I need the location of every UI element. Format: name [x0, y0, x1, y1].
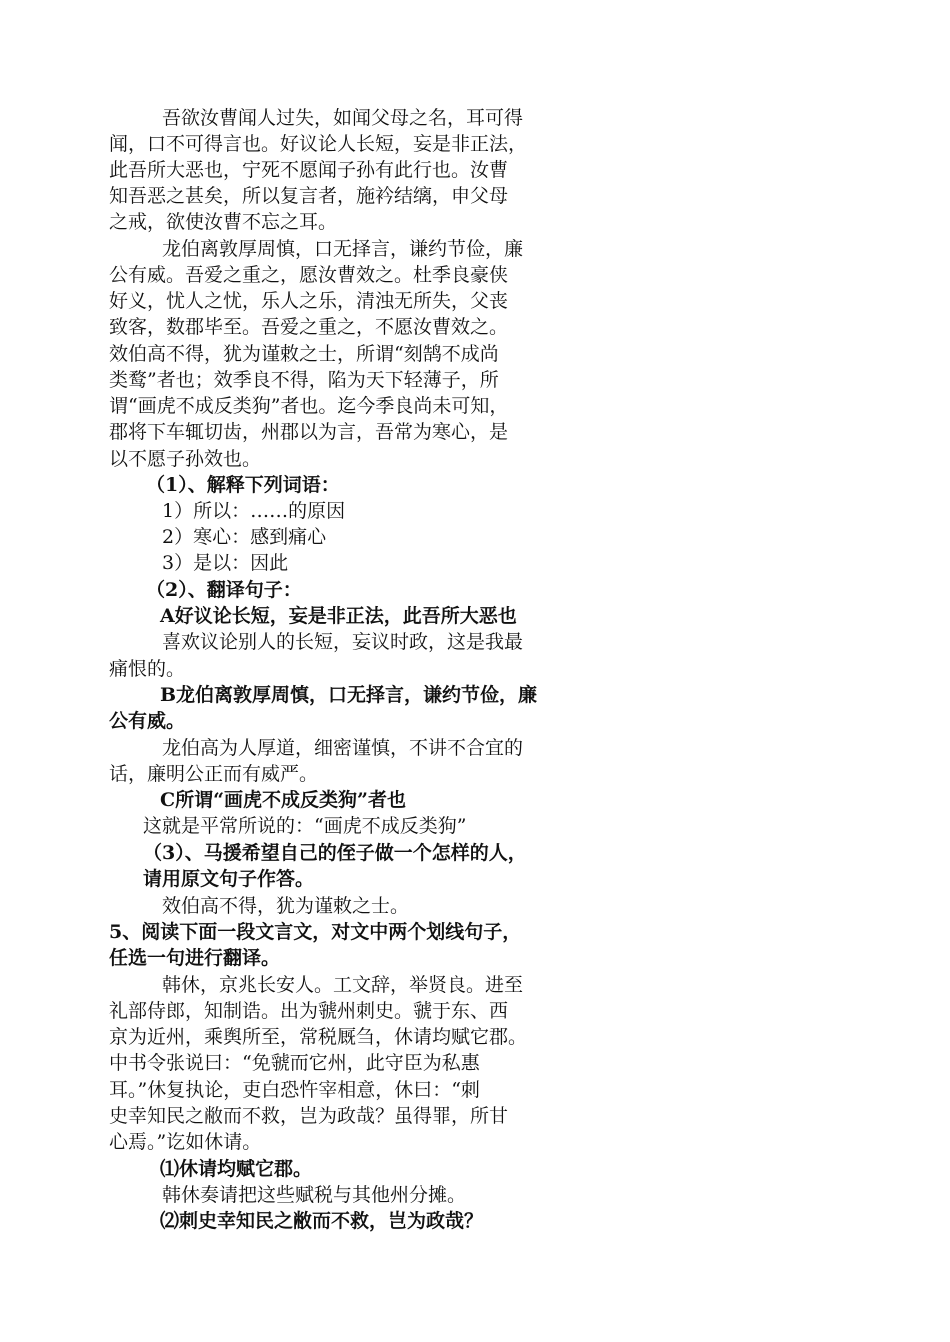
text-line: 龙伯离敦厚周慎，口无择言，谦约节俭，廉 — [162, 238, 524, 260]
text-line: 礼部侍郎，知制诰。出为虢州刺史。虢于东、西 — [109, 1000, 509, 1022]
translation-answer: 龙伯高为人厚道，细密谨慎，不讲不合宜的 — [162, 737, 524, 759]
translation-question: ⑴休请均赋它郡。 — [160, 1158, 313, 1180]
text-line: 效伯高不得，犹为谨敕之士，所谓“刻鹄不成尚 — [109, 343, 499, 365]
translation-answer: 话，廉明公正而有威严。 — [109, 763, 319, 785]
vocab-item: 2）寒心：感到痛心 — [162, 526, 327, 548]
text-line: 之戒，欲使汝曹不忘之耳。 — [109, 211, 338, 233]
translation-answer: 韩休奏请把这些赋税与其他州分摊。 — [162, 1184, 467, 1206]
question-heading: 请用原文句子作答。 — [143, 868, 315, 890]
text-line: 致客，数郡毕至。吾爱之重之，不愿汝曹效之。 — [109, 316, 509, 338]
vocab-item: 1）所以：……的原因 — [162, 500, 346, 522]
question-heading: 5、阅读下面一段文言文，对文中两个划线句子， — [109, 921, 522, 943]
translation-question: 公有威。 — [109, 710, 186, 732]
translation-question: ⑵刺史幸知民之敝而不救，岂为政哉？ — [160, 1210, 484, 1232]
translation-question: B龙伯离敦厚周慎，口无择言，谦约节俭，廉 — [160, 684, 538, 706]
text-line: 韩休，京兆长安人。工文辞，举贤良。进至 — [162, 974, 524, 996]
text-line: 郡将下车辄切齿，州郡以为言，吾常为寒心，是 — [109, 421, 509, 443]
question-heading: （3）、马援希望自己的侄子做一个怎样的人， — [143, 842, 527, 864]
text-line: 谓“画虎不成反类狗”者也。迄今季良尚未可知， — [109, 395, 509, 417]
translation-answer: 痛恨的。 — [109, 658, 186, 680]
text-line: 耳。”休复执论，吏白恐忤宰相意，休曰：“刺 — [109, 1079, 480, 1101]
translation-question: A好议论长短，妄是非正法，此吾所大恶也 — [160, 605, 517, 627]
translation-answer: 这就是平常所说的：“画虎不成反类狗” — [143, 815, 467, 837]
text-line: 此吾所大恶也，宁死不愿闻子孙有此行也。汝曹 — [109, 159, 509, 181]
text-line: 吾欲汝曹闻人过失，如闻父母之名，耳可得 — [162, 107, 524, 129]
translation-question: C所谓“画虎不成反类狗”者也 — [160, 789, 406, 811]
text-line: 史幸知民之敝而不救，岂为政哉？虽得罪，所甘 — [109, 1105, 509, 1127]
text-line: 类鹜”者也；效季良不得，陷为天下轻薄子，所 — [109, 369, 499, 391]
text-line: 京为近州，乘舆所至，常税厩刍，休请均赋它郡。 — [109, 1026, 528, 1048]
question-heading: 任选一句进行翻译。 — [109, 947, 281, 969]
text-line: 心焉。”讫如休请。 — [109, 1131, 262, 1153]
vocab-item: 3）是以：因此 — [162, 552, 289, 574]
text-line: 公有威。吾爱之重之，愿汝曹效之。杜季良豪侠 — [109, 264, 509, 286]
translation-answer: 喜欢议论别人的长短，妄议时政，这是我最 — [162, 631, 524, 653]
text-line: 知吾恶之甚矣，所以复言者，施衿结缡，申父母 — [109, 185, 509, 207]
answer-text: 效伯高不得，犹为谨敕之士。 — [162, 895, 410, 917]
question-heading: （2）、翻译句子： — [146, 579, 302, 601]
question-heading: （1）、解释下列词语： — [146, 474, 340, 496]
text-line: 好义，忧人之忧，乐人之乐，清浊无所失，父丧 — [109, 290, 509, 312]
text-line: 以不愿子孙效也。 — [109, 448, 262, 470]
text-line: 中书令张说曰：“免虢而它州，此守臣为私惠 — [109, 1052, 480, 1074]
text-line: 闻，口不可得言也。好议论人长短，妄是非正法， — [109, 133, 528, 155]
